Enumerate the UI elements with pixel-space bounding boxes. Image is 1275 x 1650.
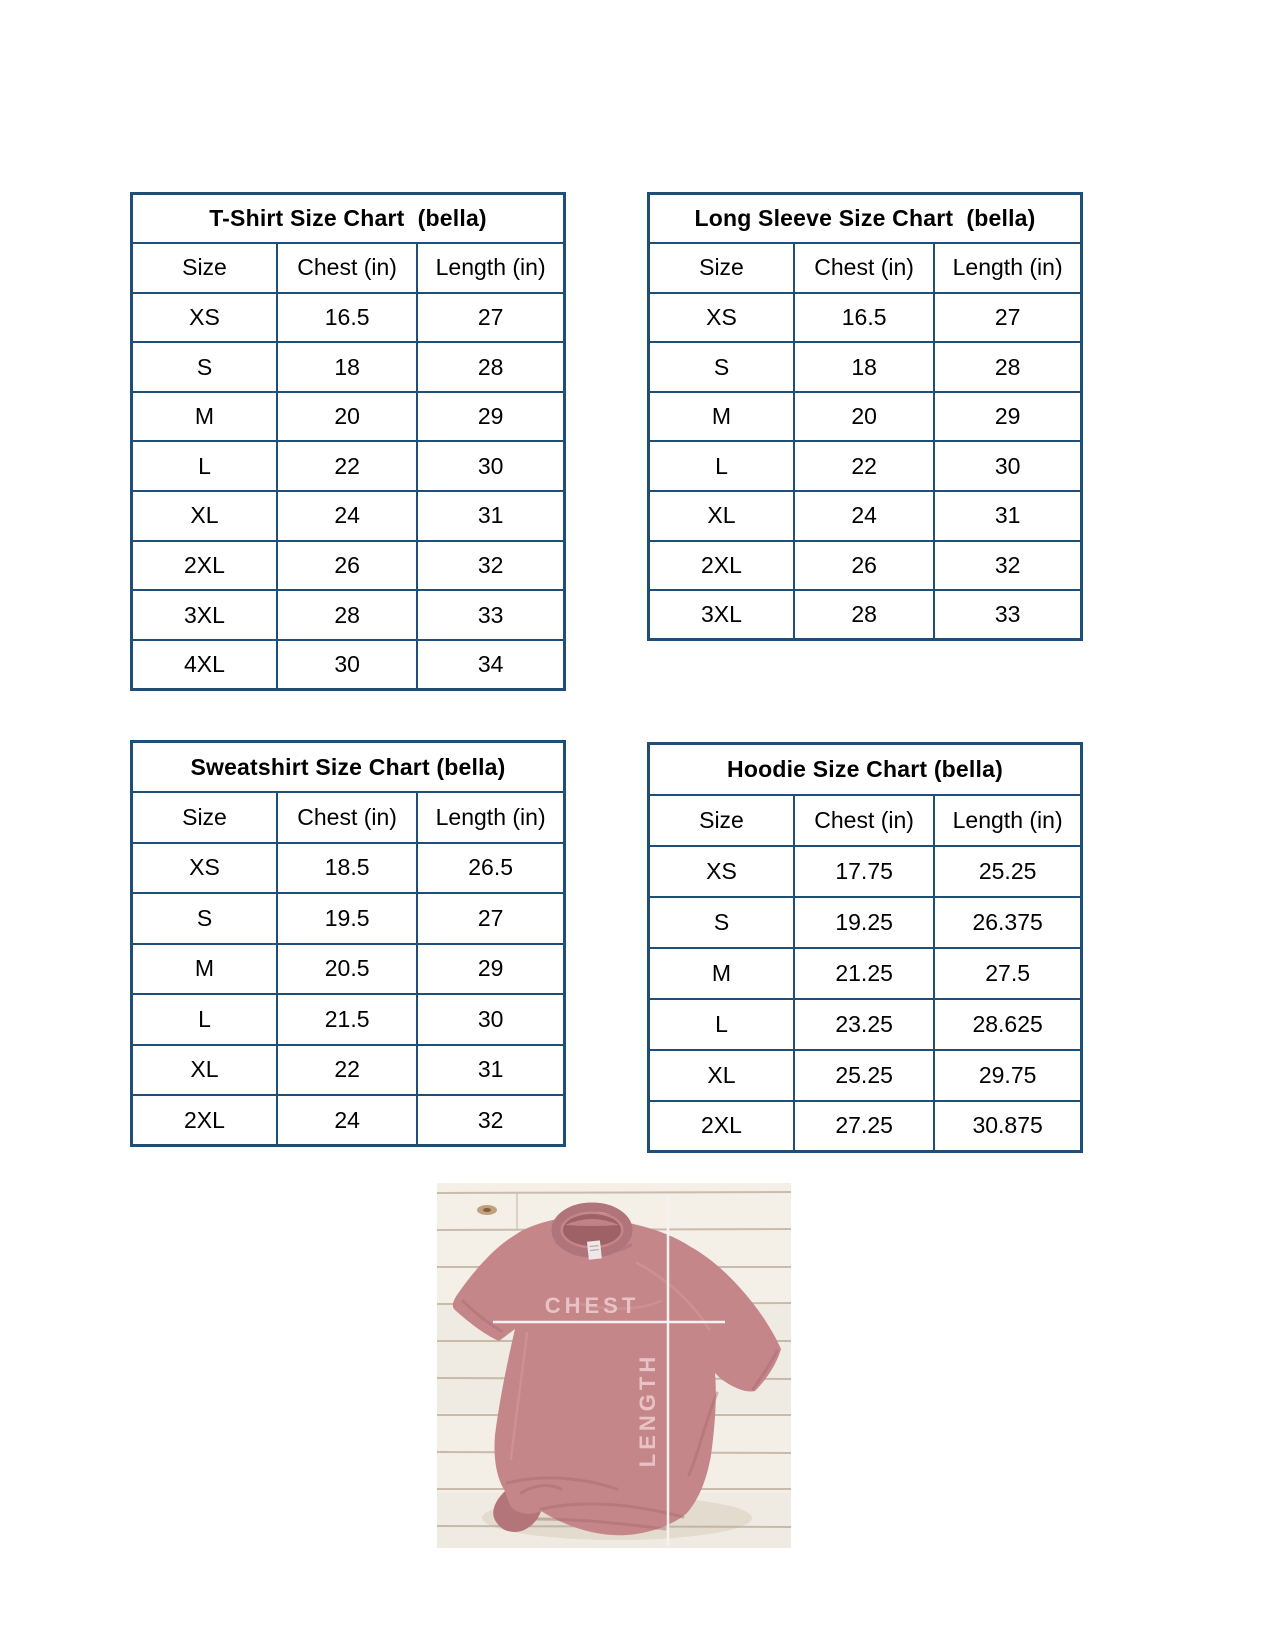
table-row [649, 897, 1082, 948]
product-photo [437, 1183, 791, 1548]
size-cell: 27 [417, 893, 564, 944]
size-cell: M [649, 392, 794, 442]
table-title-row [132, 194, 565, 244]
size-cell: 30.875 [934, 1101, 1081, 1152]
size-cell: 30 [417, 994, 564, 1045]
column-header: Length (in) [934, 243, 1081, 293]
size-cell: M [132, 392, 277, 442]
size-cell: 18 [794, 342, 934, 392]
table-title-row [649, 194, 1082, 244]
table-row [132, 293, 565, 343]
column-header: Size [132, 792, 277, 843]
size-cell: XL [649, 491, 794, 541]
table-title-row [649, 744, 1082, 795]
size-cell: XL [649, 1050, 794, 1101]
size-cell: 2XL [132, 541, 277, 591]
size-cell: 20.5 [277, 944, 417, 995]
size-cell: L [132, 441, 277, 491]
size-cell: 24 [277, 491, 417, 541]
size-cell: 27 [934, 293, 1081, 343]
size-cell: XS [132, 293, 277, 343]
size-cell: L [649, 999, 794, 1050]
table-row [649, 441, 1082, 491]
hoodie-size-chart [647, 742, 1083, 1153]
table-row [132, 843, 565, 894]
size-cell: 28 [934, 342, 1081, 392]
size-cell: XS [649, 846, 794, 897]
table-row [132, 441, 565, 491]
longsleeve-size-chart [647, 192, 1083, 641]
sweatshirt-size-chart [130, 740, 566, 1147]
size-cell: XS [132, 843, 277, 894]
size-cell: XS [649, 293, 794, 343]
size-cell: 26 [277, 541, 417, 591]
size-cell: 19.25 [794, 897, 934, 948]
size-tag [587, 1240, 602, 1259]
column-header: Chest (in) [794, 795, 934, 846]
table-row [132, 1045, 565, 1096]
size-cell: 18.5 [277, 843, 417, 894]
size-cell: 22 [277, 441, 417, 491]
size-cell: 24 [794, 491, 934, 541]
size-cell: 26.375 [934, 897, 1081, 948]
table-row [649, 491, 1082, 541]
size-cell: L [132, 994, 277, 1045]
column-header: Chest (in) [277, 792, 417, 843]
size-cell: 16.5 [794, 293, 934, 343]
table-title: Long Sleeve Size Chart (bella) [649, 194, 1082, 244]
table-row [649, 1050, 1082, 1101]
size-cell: XL [132, 1045, 277, 1096]
size-cell: 19.5 [277, 893, 417, 944]
size-cell: 16.5 [277, 293, 417, 343]
size-cell: 32 [417, 1095, 564, 1146]
size-cell: 29.75 [934, 1050, 1081, 1101]
table-row [132, 541, 565, 591]
table-row [132, 1095, 565, 1146]
table-row [649, 541, 1082, 591]
table-header-row [132, 243, 565, 293]
size-cell: 31 [417, 491, 564, 541]
size-cell: 33 [934, 590, 1081, 640]
size-cell: 31 [934, 491, 1081, 541]
size-cell: 20 [794, 392, 934, 442]
table-row [649, 342, 1082, 392]
size-cell: 18 [277, 342, 417, 392]
table-row [649, 846, 1082, 897]
size-cell: M [649, 948, 794, 999]
table-row [649, 1101, 1082, 1152]
size-cell: 30 [277, 640, 417, 690]
size-cell: 28.625 [934, 999, 1081, 1050]
size-cell: S [649, 342, 794, 392]
size-cell: 25.25 [934, 846, 1081, 897]
measurement-guide-image [437, 1183, 791, 1548]
table-row [132, 590, 565, 640]
size-cell: 2XL [649, 1101, 794, 1152]
table-row [132, 342, 565, 392]
size-cell: 3XL [649, 590, 794, 640]
size-cell: 4XL [132, 640, 277, 690]
size-cell: 28 [277, 590, 417, 640]
size-cell: S [649, 897, 794, 948]
size-cell: 27.5 [934, 948, 1081, 999]
size-cell: 29 [417, 392, 564, 442]
column-header: Length (in) [417, 792, 564, 843]
size-cell: 22 [277, 1045, 417, 1096]
size-cell: 21.5 [277, 994, 417, 1045]
size-cell: 23.25 [794, 999, 934, 1050]
column-header: Length (in) [417, 243, 564, 293]
size-cell: 33 [417, 590, 564, 640]
size-cell: M [132, 944, 277, 995]
size-cell: 27 [417, 293, 564, 343]
size-cell: 2XL [132, 1095, 277, 1146]
table-title-row [132, 742, 565, 793]
table-row [132, 893, 565, 944]
size-cell: 32 [934, 541, 1081, 591]
table-row [132, 640, 565, 690]
table-row [132, 944, 565, 995]
table-row [649, 392, 1082, 442]
length-label: LENGTH [635, 1352, 660, 1468]
size-cell: 28 [794, 590, 934, 640]
table-row [132, 994, 565, 1045]
size-cell: 34 [417, 640, 564, 690]
column-header: Size [649, 243, 794, 293]
size-cell: 22 [794, 441, 934, 491]
size-cell: L [649, 441, 794, 491]
size-cell: 27.25 [794, 1101, 934, 1152]
tshirt-size-chart [130, 192, 566, 691]
chest-label: CHEST [544, 1293, 640, 1318]
size-cell: 25.25 [794, 1050, 934, 1101]
size-cell: S [132, 893, 277, 944]
table-header-row [132, 792, 565, 843]
size-cell: S [132, 342, 277, 392]
size-cell: 26 [794, 541, 934, 591]
size-cell: 26.5 [417, 843, 564, 894]
size-cell: 32 [417, 541, 564, 591]
size-cell: XL [132, 491, 277, 541]
table-title: Sweatshirt Size Chart (bella) [132, 742, 565, 793]
table-header-row [649, 795, 1082, 846]
size-cell: 21.25 [794, 948, 934, 999]
column-header: Length (in) [934, 795, 1081, 846]
column-header: Size [649, 795, 794, 846]
size-cell: 3XL [132, 590, 277, 640]
size-cell: 30 [417, 441, 564, 491]
table-title: T-Shirt Size Chart (bella) [132, 194, 565, 244]
size-cell: 29 [417, 944, 564, 995]
size-cell: 17.75 [794, 846, 934, 897]
table-row [649, 590, 1082, 640]
size-cell: 28 [417, 342, 564, 392]
column-header: Chest (in) [277, 243, 417, 293]
table-row [649, 948, 1082, 999]
column-header: Size [132, 243, 277, 293]
table-row [132, 392, 565, 442]
table-title: Hoodie Size Chart (bella) [649, 744, 1082, 795]
table-row [132, 491, 565, 541]
size-cell: 2XL [649, 541, 794, 591]
size-cell: 30 [934, 441, 1081, 491]
column-header: Chest (in) [794, 243, 934, 293]
table-row [649, 293, 1082, 343]
size-cell: 20 [277, 392, 417, 442]
table-header-row [649, 243, 1082, 293]
size-cell: 29 [934, 392, 1081, 442]
table-row [649, 999, 1082, 1050]
size-cell: 31 [417, 1045, 564, 1096]
size-cell: 24 [277, 1095, 417, 1146]
